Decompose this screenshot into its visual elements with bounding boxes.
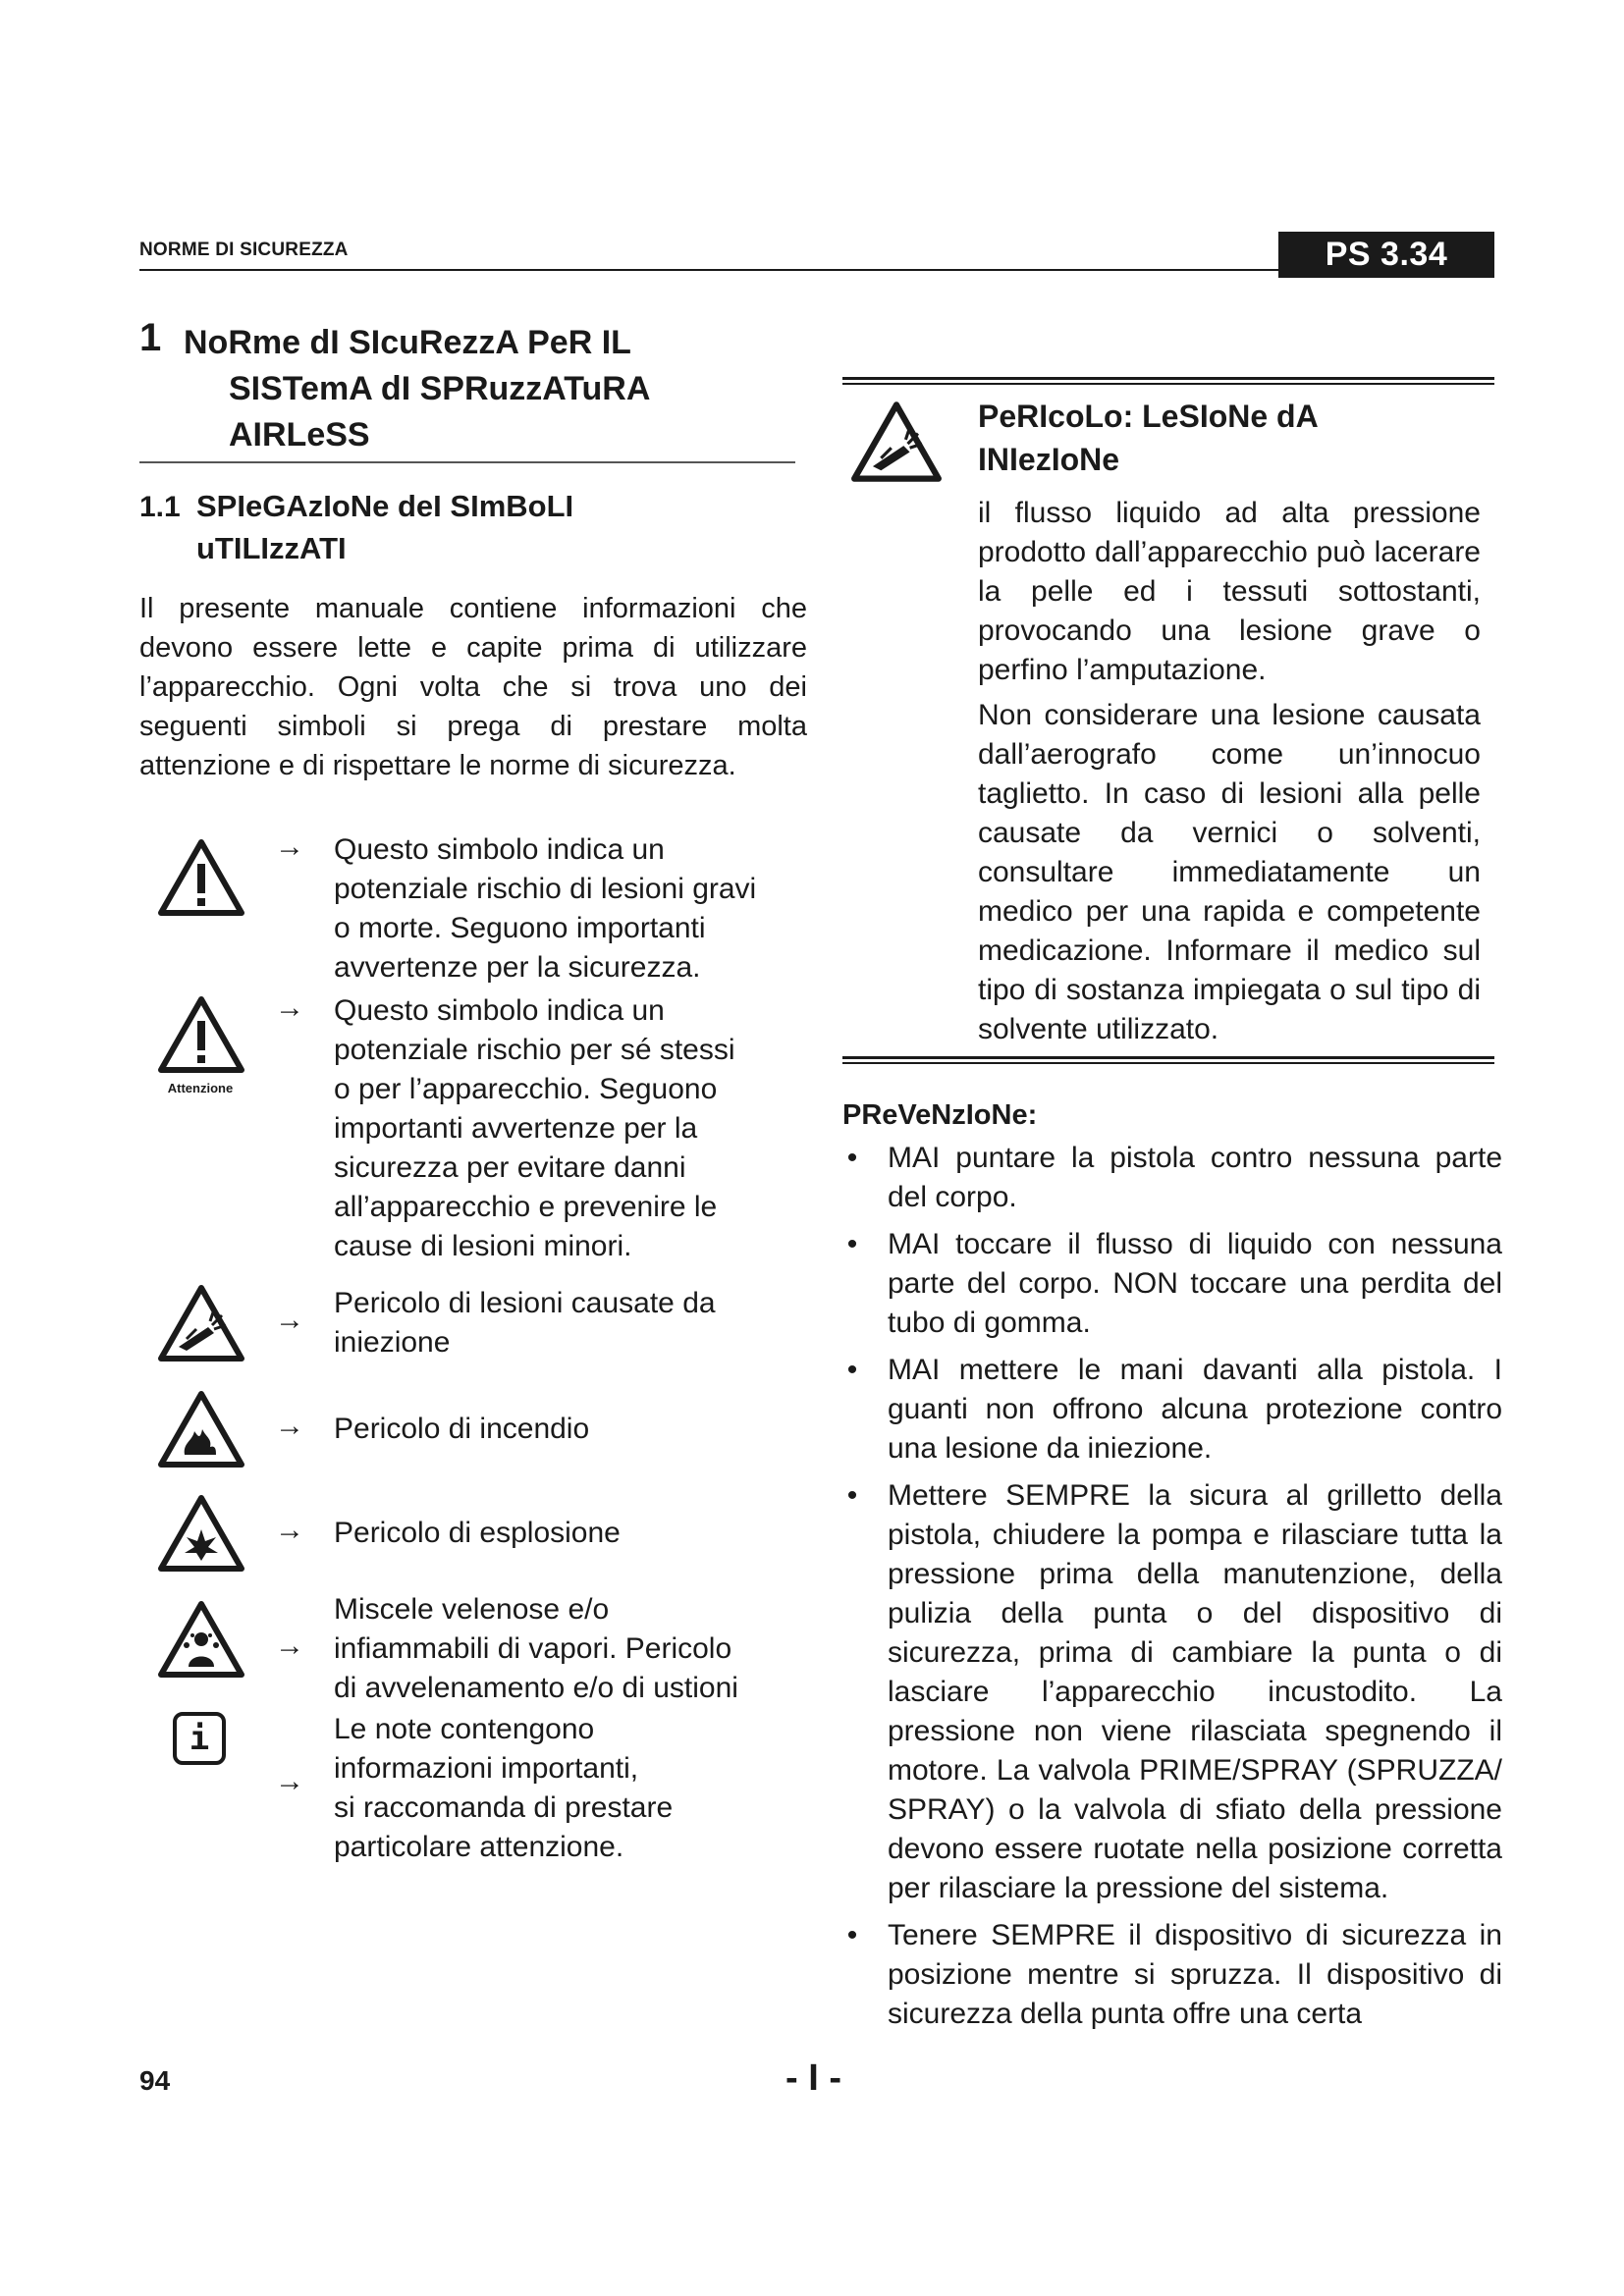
intro-paragraph: Il presente manuale contiene informazioni che devono essere lette e capite prima di utilizzare l’apparecchio. Ogni volta che si trova uno dei seguenti simboli si prega di prestare molta attenzione e di rispettare le norme di sicurezza. — [139, 593, 807, 781]
symbol-description — [334, 1710, 795, 1867]
prevention-list — [842, 1139, 1502, 2042]
description-line: Questo simbolo indica un — [334, 833, 665, 866]
description-line: o per l’apparecchio. Seguono — [334, 1073, 718, 1105]
list-item — [842, 1225, 1502, 1343]
model-badge: PS 3.34 — [1278, 232, 1494, 278]
attention-exclamation-icon — [157, 995, 245, 1074]
info-note-icon: i — [173, 1712, 226, 1765]
symbol-description — [334, 991, 795, 1266]
prevention-title: PReVeNzIoNe: — [842, 1099, 1038, 1131]
arrow-icon: → — [275, 1514, 304, 1546]
bullet-icon: • — [846, 1142, 858, 1174]
section-title — [196, 485, 746, 569]
description-line: sicurezza per evitare danni — [334, 1151, 686, 1184]
chapter-title — [184, 320, 818, 458]
bullet-icon: • — [846, 1479, 858, 1512]
description-line: importanti avvertenze per la — [334, 1112, 698, 1145]
list-item — [842, 1916, 1502, 2034]
description-line: Pericolo di lesioni causate da — [334, 1287, 716, 1319]
symbol-description — [334, 1590, 795, 1708]
injection-hazard-icon — [850, 400, 943, 483]
list-item-text: MAI toccare il flusso di liquido con nessuna parte del corpo. NON toccare una perdita del tubo di gomma. — [888, 1228, 1502, 1339]
description-line: di avvelenamento e/o di ustioni — [334, 1672, 738, 1704]
chapter-title-line: SISTemA dI SPRuzzATuRA — [229, 370, 651, 407]
danger-title-line: INIezIoNe — [978, 442, 1120, 477]
description-line: Questo simbolo indica un — [334, 994, 665, 1027]
attention-caption: Attenzione — [167, 1081, 234, 1095]
arrow-icon: → — [275, 1410, 304, 1442]
bullet-icon: • — [846, 1919, 858, 1951]
description-line: Pericolo di incendio — [334, 1413, 590, 1445]
arrow-icon: → — [275, 1765, 304, 1797]
arrow-icon: → — [275, 1629, 304, 1662]
arrow-icon: → — [275, 991, 304, 1024]
list-item — [842, 1351, 1502, 1468]
fire-hazard-icon — [157, 1390, 245, 1468]
symbol-description — [334, 1284, 795, 1362]
bullet-icon: • — [846, 1228, 858, 1260]
description-line: Pericolo di esplosione — [334, 1517, 621, 1549]
danger-title — [978, 395, 1489, 481]
description-line: Miscele velenose e/o — [334, 1593, 610, 1626]
injection-hazard-icon — [157, 1284, 245, 1362]
symbol-description — [334, 1410, 795, 1449]
danger-box-top-rule — [842, 377, 1494, 385]
danger-box-bottom-rule — [842, 1056, 1494, 1064]
list-item — [842, 1139, 1502, 1217]
list-item-text: Mettere SEMPRE la sicura al grilletto della pistola, chiudere la pompa e rilasciare tutta la pressione prima della manutenzione, della pulizia della punta o del dispositivo di sicurezza, prima di cambiare la punta o di lasciare l’apparecchio incustodito. La pressione non viene rilasciata spegnendo il motore. La valvola PRIME/SPRAY (SPRUZZA/ SPRAY) o la valvola di sfiato della pressione devono essere ruotate nella posizione corretta per rilasciare la pressione del sistema. — [888, 1479, 1502, 1904]
description-line: cause di lesioni minori. — [334, 1230, 632, 1262]
description-line: si raccomanda di prestare — [334, 1791, 674, 1824]
danger-title-line: PeRIcoLo: LeSIoNe dA — [978, 399, 1319, 434]
header-divider — [139, 269, 1278, 271]
section-number: 1.1 — [139, 491, 181, 523]
danger-paragraph: il flusso liquido ad alta pressione prodotto dall’apparecchio può lacerare la pelle ed i tessuti sottostanti, provocando una lesione grave o perfino l’amputazione. — [978, 497, 1481, 686]
chapter-title-line: AIRLeSS — [229, 416, 370, 454]
toxic-vapor-hazard-icon — [157, 1600, 245, 1679]
description-line: particolare attenzione. — [334, 1831, 624, 1863]
description-line: potenziale rischio di lesioni gravi — [334, 873, 757, 905]
symbol-description — [334, 1514, 795, 1553]
arrow-icon: → — [275, 1304, 304, 1336]
chapter-number: 1 — [139, 316, 162, 359]
arrow-icon: → — [275, 830, 304, 863]
description-line: infiammabili di vapori. Pericolo — [334, 1632, 732, 1665]
warning-exclamation-icon — [157, 838, 245, 917]
page-number: 94 — [139, 2065, 171, 2096]
symbol-description — [334, 830, 795, 988]
list-item-text: MAI mettere le mani davanti alla pistola. I guanti non offrono alcuna protezione contro una lesione da iniezione. — [888, 1354, 1502, 1465]
chapter-title-line: NoRme dI SIcuRezzA PeR IL — [184, 324, 631, 361]
list-item — [842, 1476, 1502, 1908]
description-line: o morte. Seguono importanti — [334, 912, 706, 944]
description-line: iniezione — [334, 1326, 451, 1359]
bullet-icon: • — [846, 1354, 858, 1386]
section-label: NORME DI SICUREZZA — [139, 240, 349, 260]
description-line: all’apparecchio e prevenire le — [334, 1191, 718, 1223]
description-line: Le note contengono — [334, 1713, 595, 1745]
section-title-line: uTILIzzATI — [196, 531, 347, 565]
description-line: avvertenze per la sicurezza. — [334, 951, 701, 984]
danger-paragraph: Non considerare una lesione causata dall’aerografo come un’innocuo taglietto. In caso di lesioni alla pelle causate da vernici o solventi, consultare immediatamente un medico per una rapida e competente medicazione. Informare il medico sul tipo di sostanza impiegata o sul tipo di solvente utilizzato. — [978, 699, 1481, 1045]
explosion-hazard-icon — [157, 1494, 245, 1573]
description-line: informazioni importanti, — [334, 1752, 639, 1785]
chapter-title-divider — [139, 461, 795, 463]
list-item-text: Tenere SEMPRE il dispositivo di sicurezza in posizione mentre si spruzza. Il dispositivo di sicurezza della punta offre una certa — [888, 1919, 1502, 2030]
description-line: potenziale rischio per sé stessi — [334, 1034, 735, 1066]
section-title-line: SPIeGAzIoNe deI SImBoLI — [196, 489, 574, 523]
danger-body — [978, 494, 1481, 1055]
section-roman-numeral: - I - — [785, 2057, 841, 2099]
list-item-text: MAI puntare la pistola contro nessuna parte del corpo. — [888, 1142, 1502, 1213]
